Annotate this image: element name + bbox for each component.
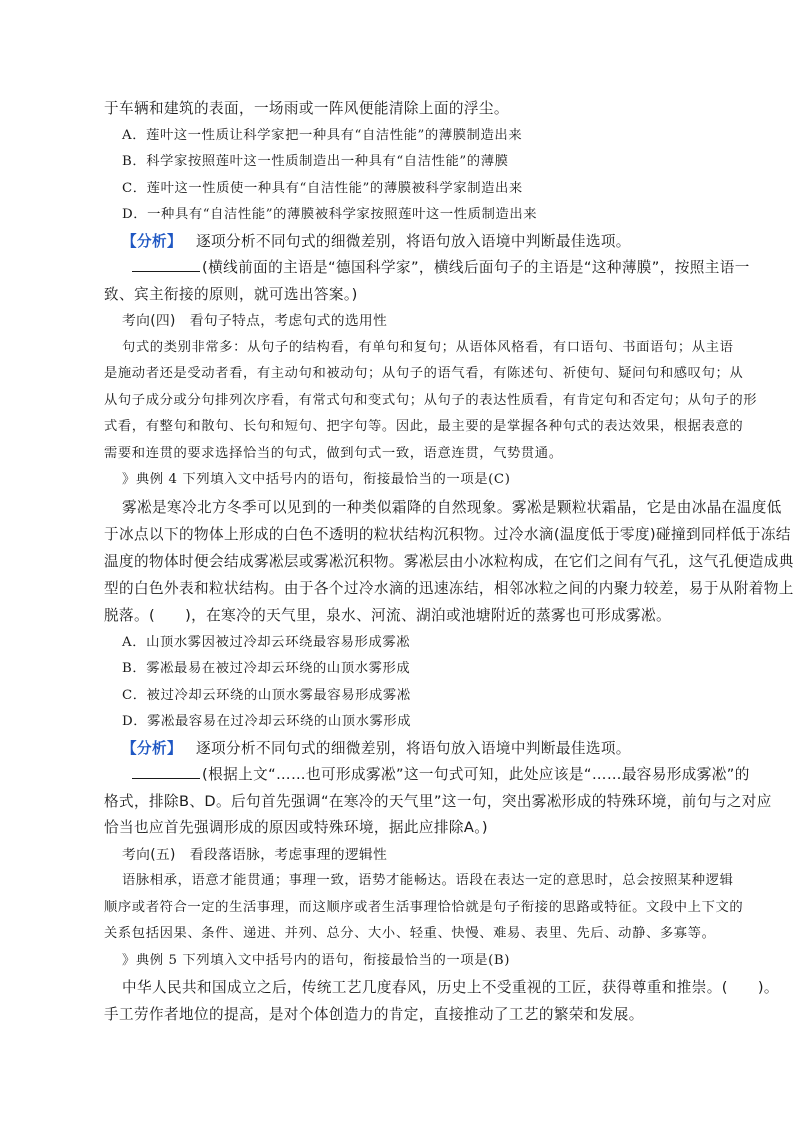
- example-answer: B: [493, 952, 505, 968]
- body-line: 从句子成分或分句排列次序看，有常式句和变式句；从句子的表达性质看，有肯定句和否定句；从句子的形: [104, 392, 758, 408]
- explanation-text: (根据上文“……也可形成雾凇”这一句式可知，此处应该是“……最容易形成雾凇”的: [202, 766, 750, 784]
- explanation-line: 格式，排除B、D。后句首先强调“在寒冷的天气里”这一句，突出雾凇形成的特殊环境，前句与之对应: [104, 792, 772, 810]
- body-line: 式看，有整句和散句、长句和短句、把字句等。因此，最主要的是掌握各种句式的表达效果，根据表意的: [104, 419, 744, 434]
- body-line: 需要和连贯的要求选择恰当的句式，做到句式一致，语意连贯，气势贯通。: [104, 445, 563, 461]
- body-line: 顺序或者符合一定的生活事理，而这顺序或者生活事理恰恰就是句子衔接的思路或特征。文段中上下文的: [104, 899, 744, 915]
- analysis-line: [104, 736, 704, 763]
- passage-line: 雾凇是寒冷北方冬季可以见到的一种类似霜降的自然现象。雾凇是颗粒状霜晶，它是由冰晶在温度低: [122, 498, 782, 516]
- analysis-tag: 【分析】: [122, 739, 182, 757]
- body-line: 句式的类别非常多：从句子的结构看，有单句和复句；从语体风格看，有口语句、书面语句；从主语: [122, 339, 734, 355]
- option-a: A．莲叶这一性质让科学家把一种具有“自洁性能”的薄膜制造出来: [122, 127, 523, 143]
- explanation-line: [104, 762, 750, 789]
- document-content: [104, 96, 794, 1028]
- explanation-line: [104, 255, 750, 282]
- example-answer: C: [493, 472, 505, 487]
- example-close: ): [504, 472, 511, 487]
- option-b: B．雾凇最易在被过冷却云环绕的山顶水雾形成: [122, 661, 411, 677]
- example-prompt: [104, 467, 704, 494]
- analysis-text: 逐项分析不同句式的细微差别，将语句放入语境中判断最佳选项。: [195, 739, 631, 757]
- analysis-text: 逐项分析不同句式的细微差别，将语句放入语境中判断最佳选项。: [195, 232, 631, 250]
- body-line: 语脉相承，语意才能贯通；事理一致，语势才能畅达。语段在表达一定的意思时，总会按照某种逻辑: [122, 873, 734, 889]
- analysis-line: [104, 229, 704, 256]
- body-line: 关系包括因果、条件、递进、并列、总分、大小、轻重、快慢、难易、表里、先后、动静、多寡等。: [104, 926, 716, 942]
- option-d: D．雾凇最容易在过冷却云环绕的山顶水雾形成: [122, 714, 412, 730]
- section-heading: 考向(四) 看句子特点，考虑句式的选用性: [122, 313, 388, 329]
- option-c: C．被过冷却云环绕的山顶水雾最容易形成雾凇: [122, 687, 411, 703]
- option-d: D．一种具有“自洁性能”的薄膜被科学家按照莲叶这一性质制造出来: [122, 207, 538, 222]
- option-c: C．莲叶这一性质使一种具有“自洁性能”的薄膜被科学家制造出来: [122, 180, 523, 196]
- passage-line: 手工劳作者地位的提高，是对个体创造力的肯定，直接推动了工艺的繁荣和发展。: [104, 1006, 644, 1024]
- passage-line: 于冰点以下的物体上形成的白色不透明的粒状结构沉积物。过冷水滴(温度低于零度)碰撞到同样低于冻结: [104, 525, 791, 543]
- explanation-text: (横线前面的主语是“德国科学家”，横线后面句子的主语是“这种薄膜”，按照主语一: [202, 259, 750, 276]
- section-heading: 考向(五) 看段落语脉，考虑事理的逻辑性: [122, 846, 388, 863]
- option-a: A．山顶水雾因被过冷却云环绕最容易形成雾凇: [122, 634, 411, 650]
- option-b: B．科学家按照莲叶这一性质制造出一种具有“自洁性能”的薄膜: [122, 154, 509, 169]
- explanation-line: 致、宾主衔接的原则，就可选出答案。): [104, 285, 358, 303]
- example-close: ): [504, 952, 511, 968]
- passage-line: 中华人民共和国成立之后，传统工艺几度春风，历史上不受重视的工匠，获得尊重和推崇。( )。: [122, 979, 779, 997]
- passage-line: 于车辆和建筑的表面，一场雨或一阵风便能清除上面的浮尘。: [104, 100, 509, 117]
- example-prompt-text: 》典例 4 下列填入文中括号内的语句，衔接最恰当的一项是(: [122, 472, 494, 487]
- passage-line: 温度的物体时便会结成雾凇层或雾凇沉积物。雾凇层由小冰粒构成，在它们之间有气孔，这气孔便造成典: [104, 552, 794, 570]
- example-prompt-text: 》典例 5 下列填入文中括号内的语句，衔接最恰当的一项是(: [122, 952, 494, 968]
- explanation-line: 恰当也应首先强调形成的原因或特殊环境，据此应排除A。): [104, 819, 489, 837]
- example-prompt: [104, 948, 704, 975]
- passage-line: 脱落。( )，在寒冷的天气里，泉水、河流、湖泊或池塘附近的蒸雾也可形成雾凇。: [104, 607, 671, 625]
- body-line: 是施动者还是受动者看，有主动句和被动句；从句子的语气看，有陈述句、祈使句、疑问句和感叹句；从: [104, 366, 744, 381]
- answer-blank: [132, 256, 200, 272]
- analysis-tag: 【分析】: [122, 232, 182, 250]
- passage-line: 型的白色外表和粒状结构。由于各个过冷水滴的迅速冻结，相邻冰粒之间的内聚力较差，易于从附着物上: [104, 580, 794, 598]
- answer-blank: [132, 763, 200, 779]
